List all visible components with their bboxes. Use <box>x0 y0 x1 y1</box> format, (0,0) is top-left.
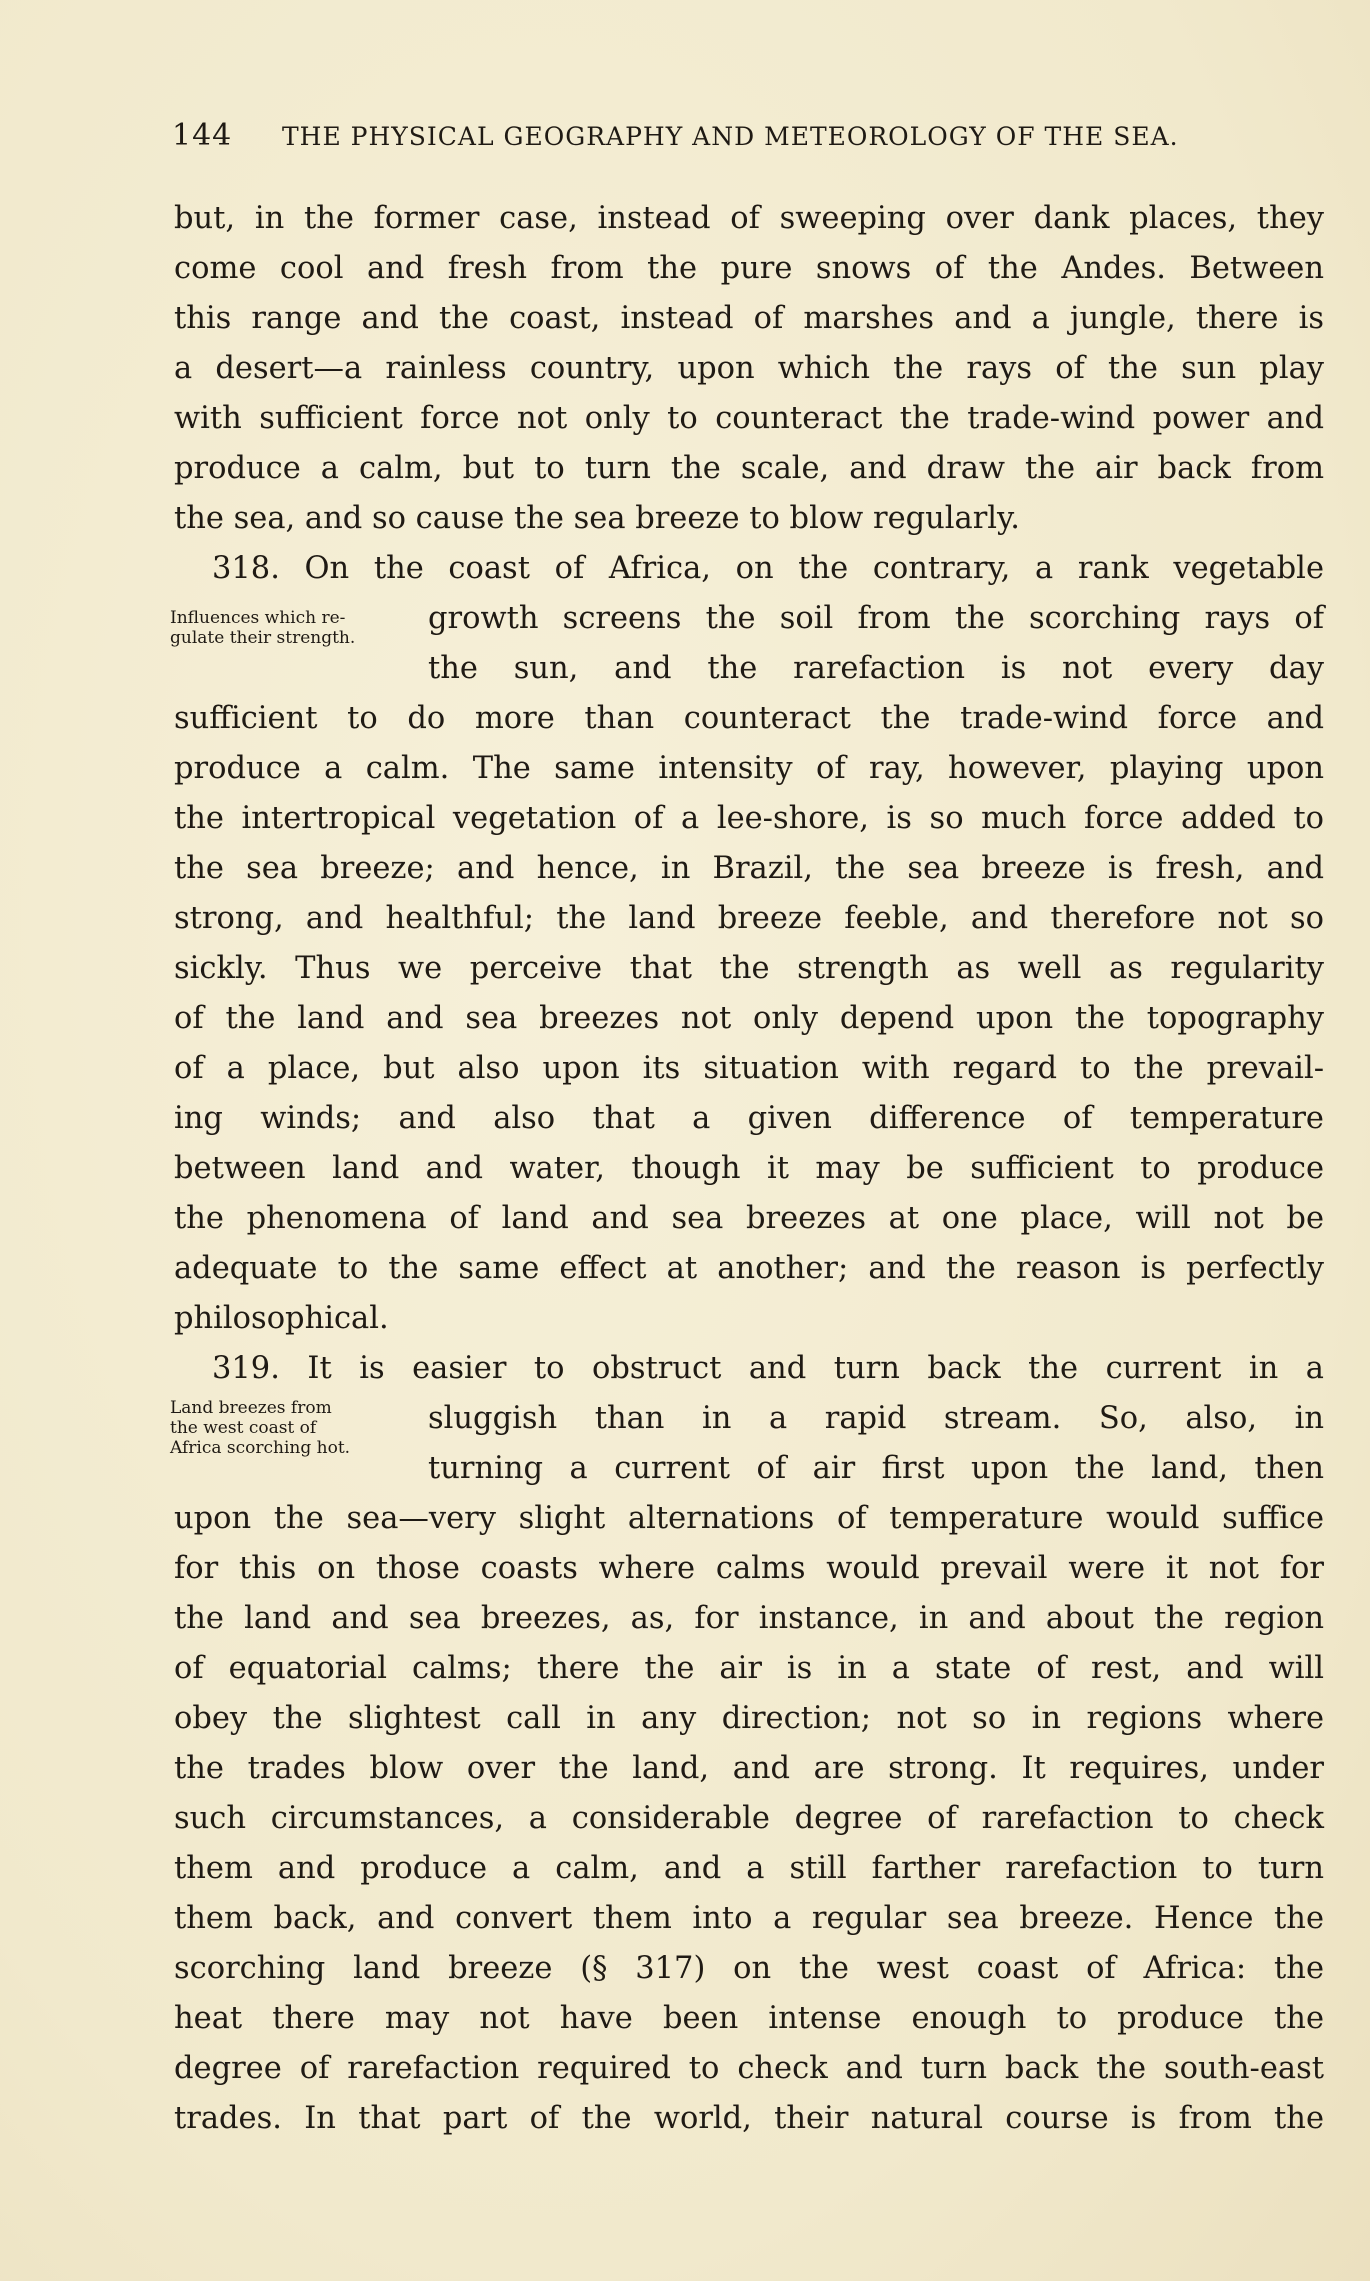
text-line: ing winds; and also that a given difference of temperature <box>174 1101 1324 1136</box>
text-line: the phenomena of land and sea breezes at one place, will not be <box>174 1201 1324 1236</box>
text-line: upon the sea—very slight alternations of temperature would suffice <box>174 1501 1324 1536</box>
text-line: the sea, and so cause the sea breeze to blow regularly. <box>174 501 1020 536</box>
sidenote-line: gulate their strength. <box>170 628 356 648</box>
text-line: strong, and healthful; the land breeze feeble, and therefore not so <box>174 901 1324 936</box>
paragraph-318-start: 318. On the coast of Africa, on the contrary, a rank vegetable <box>212 551 1324 586</box>
text-line: scorching land breeze (§ 317) on the west coast of Africa: the <box>174 1951 1324 1986</box>
text-line: the land and sea breezes, as, for instance, in and about the region <box>174 1601 1324 1636</box>
text-line: but, in the former case, instead of sweeping over dank places, they <box>174 201 1324 236</box>
text-line: a desert—a rainless country, upon which the rays of the sun play <box>174 351 1324 386</box>
running-header <box>172 118 1262 158</box>
paragraph-319-start: 319. It is easier to obstruct and turn back the current in a <box>212 1351 1324 1386</box>
text-line: such circumstances, a considerable degree of rarefaction to check <box>174 1801 1324 1836</box>
text-line: the sun, and the rarefaction is not every day <box>428 651 1324 686</box>
text-line: this range and the coast, instead of marshes and a jungle, there is <box>174 301 1324 336</box>
text-line: between land and water, though it may be sufficient to produce <box>174 1151 1324 1186</box>
text-line: obey the slightest call in any direction; not so in regions where <box>174 1701 1324 1736</box>
sidenote-line: Land breezes from <box>170 1398 332 1418</box>
running-title: THE PHYSICAL GEOGRAPHY AND METEOROLOGY OF THE SEA. <box>282 122 1179 151</box>
text-line: turning a current of air first upon the land, then <box>428 1451 1324 1486</box>
text-line: growth screens the soil from the scorching rays of <box>428 601 1324 636</box>
text-line: philosophical. <box>174 1301 389 1336</box>
text-line: the sea breeze; and hence, in Brazil, the sea breeze is fresh, and <box>174 851 1324 886</box>
text-line: produce a calm. The same intensity of ray, however, playing upon <box>174 751 1324 786</box>
text-line: come cool and fresh from the pure snows of the Andes. Between <box>174 251 1324 286</box>
text-line: sufficient to do more than counteract the trade-wind force and <box>174 701 1324 736</box>
text-line: the intertropical vegetation of a lee-shore, is so much force added to <box>174 801 1324 836</box>
text-line: trades. In that part of the world, their natural course is from the <box>174 2101 1324 2136</box>
sidenote-line: Africa scorching hot. <box>170 1438 351 1458</box>
text-line: heat there may not have been intense enough to produce the <box>174 2001 1324 2036</box>
text-line: them back, and convert them into a regular sea breeze. Hence the <box>174 1901 1324 1936</box>
text-line: of the land and sea breezes not only depend upon the topography <box>174 1001 1324 1036</box>
text-line: of a place, but also upon its situation with regard to the prevail- <box>174 1051 1324 1086</box>
text-line: produce a calm, but to turn the scale, and draw the air back from <box>174 451 1324 486</box>
text-line: them and produce a calm, and a still farther rarefaction to turn <box>174 1851 1324 1886</box>
text-line: for this on those coasts where calms would prevail were it not for <box>174 1551 1324 1586</box>
text-line: with sufficient force not only to counteract the trade-wind power and <box>174 401 1324 436</box>
text-line: sickly. Thus we perceive that the strength as well as regularity <box>174 951 1324 986</box>
text-line: of equatorial calms; there the air is in a state of rest, and will <box>174 1651 1324 1686</box>
sidenote-influences <box>170 608 420 648</box>
sidenote-line: the west coast of <box>170 1418 317 1438</box>
sidenote-land-breezes <box>170 1398 420 1458</box>
text-line: adequate to the same effect at another; and the reason is perfectly <box>174 1251 1324 1286</box>
text-line: the trades blow over the land, and are strong. It requires, under <box>174 1751 1324 1786</box>
text-line: degree of rarefaction required to check and turn back the south-east <box>174 2051 1324 2086</box>
text-line: sluggish than in a rapid stream. So, also, in <box>428 1401 1324 1436</box>
page-number: 144 <box>172 118 233 153</box>
sidenote-line: Influences which re- <box>170 608 346 628</box>
